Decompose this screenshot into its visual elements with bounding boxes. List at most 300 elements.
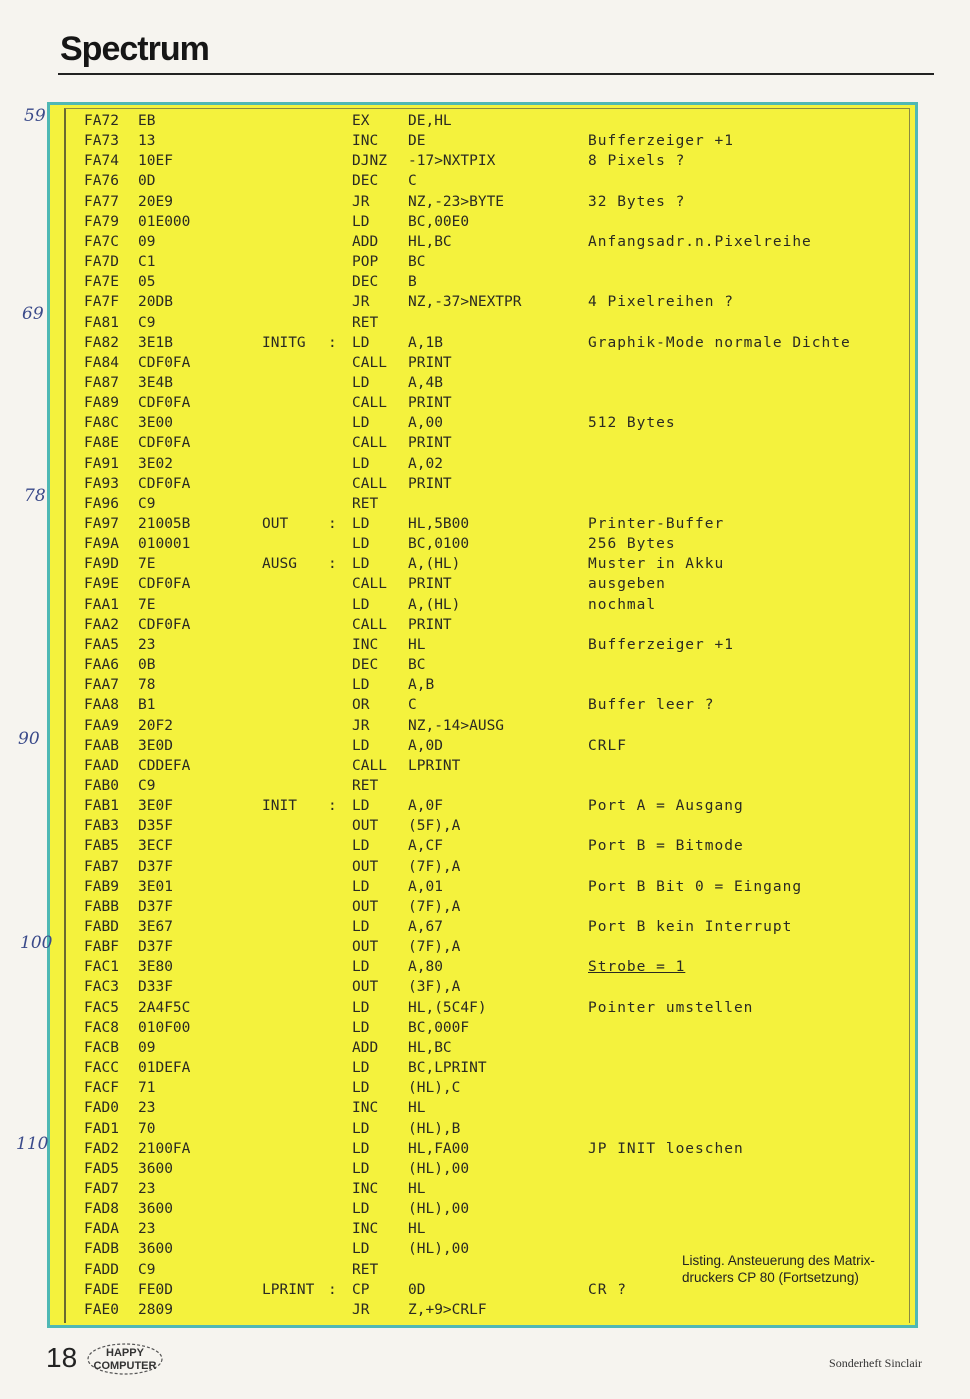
listing-opcode: INC <box>352 1180 379 1197</box>
listing-row <box>66 496 909 516</box>
listing-row <box>66 899 909 919</box>
listing-opcode: OUT <box>352 898 379 915</box>
listing-hex: 2A4F5C <box>138 999 191 1016</box>
listing-opcode: RET <box>352 777 379 794</box>
listing-row <box>66 637 909 657</box>
listing-address: FABB <box>84 898 119 915</box>
listing-row <box>66 294 909 314</box>
listing-row <box>66 173 909 193</box>
listing-opcode: LD <box>352 919 370 935</box>
listing-opcode: CALL <box>352 475 387 492</box>
listing-opcode: INC <box>352 636 379 653</box>
listing-hex: 3E67 <box>138 919 173 935</box>
listing-label: AUSG <box>262 556 297 573</box>
listing-address: FA7E <box>84 274 119 291</box>
listing-caption: Listing. Ansteuerung des Matrix-druckers CP 80 (Fortsetzung) <box>682 1253 875 1285</box>
listing-address: FADB <box>84 1241 119 1258</box>
listing-address: FACF <box>84 1080 119 1097</box>
listing-row <box>66 556 909 576</box>
listing-operand: DE <box>408 133 426 150</box>
listing-hex: 7E <box>138 596 156 613</box>
listing-address: FA91 <box>84 455 119 472</box>
listing-operand: (7F),A <box>408 898 461 915</box>
listing-address: FABF <box>84 939 119 956</box>
listing-hex: D37F <box>138 939 173 956</box>
listing-operand: HL <box>408 1221 426 1238</box>
listing-code <box>64 108 910 1323</box>
listing-row <box>66 315 909 335</box>
listing-hex: CDF0FA <box>138 616 191 633</box>
listing-row <box>66 1020 909 1040</box>
listing-comment: JP INIT loeschen <box>588 1140 744 1157</box>
label-colon: : <box>328 798 337 815</box>
listing-opcode: LD <box>352 1060 370 1077</box>
listing-row <box>66 395 909 415</box>
listing-address: FA77 <box>84 193 119 210</box>
listing-address: FAAD <box>84 757 119 774</box>
listing-hex: CDF0FA <box>138 395 191 412</box>
listing-row <box>66 738 909 758</box>
listing-operand: BC <box>408 657 426 674</box>
listing-operand: HL,FA00 <box>408 1140 470 1157</box>
listing-row <box>66 758 909 778</box>
listing-row <box>66 536 909 556</box>
listing-row <box>66 214 909 234</box>
listing-address: FAB7 <box>84 858 119 875</box>
listing-hex: B1 <box>138 697 156 714</box>
listing-hex: 7E <box>138 556 156 573</box>
listing-row <box>66 355 909 375</box>
listing-hex: C9 <box>138 1261 156 1278</box>
happy-computer-logo <box>86 1342 164 1376</box>
listing-comment: 32 Bytes ? <box>588 193 686 210</box>
listing-opcode: LD <box>352 878 370 895</box>
listing-operand: PRINT <box>408 576 452 593</box>
listing-opcode: LD <box>352 334 370 351</box>
listing-opcode: CALL <box>352 354 387 371</box>
page-number: 18 <box>46 1342 78 1373</box>
listing-operand: NZ,-14>AUSG <box>408 717 505 734</box>
margin-note: 100 <box>20 933 53 953</box>
listing-hex: 010F00 <box>138 1019 191 1036</box>
listing-address: FA7F <box>84 294 119 311</box>
listing-row <box>66 597 909 617</box>
listing-address: FAD0 <box>84 1100 119 1117</box>
listing-address: FA93 <box>84 475 119 492</box>
listing-operand: BC,00E0 <box>408 213 470 230</box>
listing-operand: PRINT <box>408 435 452 452</box>
listing-hex: CDF0FA <box>138 475 191 492</box>
listing-hex: 3E0D <box>138 737 173 754</box>
listing-opcode: LD <box>352 959 370 976</box>
listing-opcode: RET <box>352 1261 379 1278</box>
listing-row <box>66 113 909 133</box>
listing-operand: (HL),00 <box>408 1241 470 1258</box>
header-rule <box>58 73 934 75</box>
listing-address: FA96 <box>84 495 119 512</box>
listing-opcode: LD <box>352 737 370 754</box>
listing-opcode: LD <box>352 1019 370 1036</box>
listing-operand: C <box>408 697 417 714</box>
listing-hex: CDF0FA <box>138 435 191 452</box>
listing-row <box>66 254 909 274</box>
listing-row <box>66 1141 909 1161</box>
listing-opcode: OUT <box>352 858 379 875</box>
listing-row <box>66 1161 909 1181</box>
listing-row <box>66 1100 909 1120</box>
listing-address: FAB5 <box>84 838 119 855</box>
listing-address: FAA6 <box>84 657 119 674</box>
listing-address: FAE0 <box>84 1301 119 1318</box>
listing-address: FA8C <box>84 415 119 432</box>
listing-address: FA73 <box>84 133 119 150</box>
listing-operand: HL <box>408 636 426 653</box>
listing-operand: (7F),A <box>408 858 461 875</box>
listing-opcode: INC <box>352 133 379 150</box>
listing-row <box>66 919 909 939</box>
margin-note: 110 <box>16 1134 49 1154</box>
listing-hex: 0B <box>138 657 156 674</box>
listing-hex: C9 <box>138 314 156 331</box>
listing-operand: HL,BC <box>408 233 452 250</box>
listing-address: FA7D <box>84 254 119 271</box>
listing-address: FA79 <box>84 213 119 230</box>
listing-address: FAA5 <box>84 636 119 653</box>
listing-comment: 256 Bytes <box>588 536 676 553</box>
listing-operand: (HL),C <box>408 1080 461 1097</box>
listing-address: FA81 <box>84 314 119 331</box>
listing-operand: (HL),00 <box>408 1201 470 1218</box>
page-title: Spectrum <box>60 30 209 68</box>
listing-row <box>66 939 909 959</box>
listing-box <box>47 102 918 1328</box>
listing-hex: 09 <box>138 233 156 250</box>
listing-row <box>66 677 909 697</box>
listing-opcode: JR <box>352 294 370 311</box>
listing-row <box>66 718 909 738</box>
listing-opcode: JR <box>352 193 370 210</box>
svg-text:COMPUTER: COMPUTER <box>93 1360 157 1372</box>
listing-address: FA72 <box>84 113 119 129</box>
listing-comment: Port B kein Interrupt <box>588 919 793 935</box>
listing-operand: -17>NXTPIX <box>408 153 496 170</box>
listing-address: FADA <box>84 1221 119 1238</box>
listing-hex: 3E00 <box>138 415 173 432</box>
listing-row <box>66 274 909 294</box>
listing-operand: A,67 <box>408 919 443 935</box>
listing-hex: 3600 <box>138 1241 173 1258</box>
listing-operand: HL,BC <box>408 1039 452 1056</box>
listing-address: FA7C <box>84 233 119 250</box>
margin-note: 90 <box>18 729 40 749</box>
listing-operand: A,00 <box>408 415 443 432</box>
listing-operand: 0D <box>408 1281 426 1298</box>
listing-address: FA76 <box>84 173 119 190</box>
listing-label: LPRINT <box>262 1281 315 1298</box>
listing-address: FABD <box>84 919 119 935</box>
listing-operand: A,02 <box>408 455 443 472</box>
listing-address: FAD2 <box>84 1140 119 1157</box>
listing-opcode: DEC <box>352 274 379 291</box>
listing-operand: A,(HL) <box>408 596 461 613</box>
listing-address: FAC5 <box>84 999 119 1016</box>
listing-comment: Graphik-Mode normale Dichte <box>588 334 851 351</box>
listing-hex: 70 <box>138 1120 156 1137</box>
listing-address: FAB3 <box>84 818 119 835</box>
listing-address: FADD <box>84 1261 119 1278</box>
listing-opcode: LD <box>352 838 370 855</box>
listing-hex: 23 <box>138 1221 156 1238</box>
listing-address: FACB <box>84 1039 119 1056</box>
listing-comment: CRLF <box>588 737 627 754</box>
listing-address: FAD8 <box>84 1201 119 1218</box>
listing-hex: D37F <box>138 858 173 875</box>
listing-comment: Port B = Bitmode <box>588 838 744 855</box>
listing-address: FA9D <box>84 556 119 573</box>
listing-address: FA9A <box>84 536 119 553</box>
listing-opcode: OUT <box>352 939 379 956</box>
listing-address: FAAB <box>84 737 119 754</box>
listing-operand: A,0D <box>408 737 443 754</box>
listing-row <box>66 838 909 858</box>
listing-row <box>66 456 909 476</box>
listing-hex: 3E1B <box>138 334 173 351</box>
listing-row <box>66 375 909 395</box>
listing-address: FAA7 <box>84 677 119 694</box>
listing-address: FAA2 <box>84 616 119 633</box>
listing-address: FAB9 <box>84 878 119 895</box>
listing-opcode: LD <box>352 455 370 472</box>
listing-address: FAD5 <box>84 1160 119 1177</box>
listing-address: FAA9 <box>84 717 119 734</box>
label-colon: : <box>328 516 337 532</box>
listing-row <box>66 194 909 214</box>
listing-opcode: LD <box>352 999 370 1016</box>
listing-operand: B <box>408 274 417 291</box>
listing-opcode: CALL <box>352 757 387 774</box>
listing-opcode: LD <box>352 596 370 613</box>
listing-opcode: LD <box>352 1080 370 1097</box>
listing-operand: PRINT <box>408 616 452 633</box>
listing-comment: CR ? <box>588 1281 627 1298</box>
listing-row <box>66 335 909 355</box>
listing-opcode: INC <box>352 1221 379 1238</box>
listing-hex: 21005B <box>138 516 191 532</box>
listing-address: FAA8 <box>84 697 119 714</box>
listing-row <box>66 1060 909 1080</box>
listing-comment: Muster in Akku <box>588 556 725 573</box>
listing-row <box>66 697 909 717</box>
listing-opcode: RET <box>352 314 379 331</box>
listing-operand: PRINT <box>408 395 452 412</box>
listing-row <box>66 516 909 536</box>
listing-operand: NZ,-23>BYTE <box>408 193 505 210</box>
svg-text:HAPPY: HAPPY <box>106 1347 144 1359</box>
listing-opcode: DEC <box>352 657 379 674</box>
listing-address: FA9E <box>84 576 119 593</box>
listing-address: FAD7 <box>84 1180 119 1197</box>
listing-comment: Port A = Ausgang <box>588 798 744 815</box>
listing-row <box>66 1080 909 1100</box>
listing-operand: (HL),B <box>408 1120 461 1137</box>
listing-row <box>66 798 909 818</box>
listing-hex: C9 <box>138 495 156 512</box>
listing-operand: BC,0100 <box>408 536 470 553</box>
listing-operand: HL <box>408 1100 426 1117</box>
listing-opcode: JR <box>352 717 370 734</box>
listing-opcode: LD <box>352 798 370 815</box>
listing-operand: A,4B <box>408 374 443 391</box>
listing-opcode: LD <box>352 677 370 694</box>
listing-comment: 512 Bytes <box>588 415 676 432</box>
listing-hex: 3E02 <box>138 455 173 472</box>
listing-address: FA74 <box>84 153 119 170</box>
listing-operand: BC,LPRINT <box>408 1060 487 1077</box>
listing-operand: A,B <box>408 677 435 694</box>
listing-opcode: CALL <box>352 395 387 412</box>
listing-comment: Strobe = 1 <box>588 959 686 976</box>
listing-row <box>66 435 909 455</box>
listing-row <box>66 133 909 153</box>
listing-row <box>66 617 909 637</box>
listing-hex: 3E0F <box>138 798 173 815</box>
listing-operand: A,01 <box>408 878 443 895</box>
listing-opcode: JR <box>352 1301 370 1318</box>
listing-hex: 2100FA <box>138 1140 191 1157</box>
listing-row <box>66 1221 909 1241</box>
listing-row <box>66 476 909 496</box>
listing-opcode: OUT <box>352 979 379 996</box>
listing-row <box>66 657 909 677</box>
listing-comment: ausgeben <box>588 576 666 593</box>
listing-opcode: LD <box>352 536 370 553</box>
listing-row <box>66 879 909 899</box>
listing-hex: CDF0FA <box>138 354 191 371</box>
listing-address: FA82 <box>84 334 119 351</box>
listing-row <box>66 959 909 979</box>
listing-hex: EB <box>138 113 156 129</box>
listing-opcode: LD <box>352 556 370 573</box>
listing-row <box>66 1040 909 1060</box>
listing-operand: LPRINT <box>408 757 461 774</box>
listing-address: FAA1 <box>84 596 119 613</box>
listing-address: FA84 <box>84 354 119 371</box>
listing-hex: 01DEFA <box>138 1060 191 1077</box>
listing-address: FAB0 <box>84 777 119 794</box>
listing-label: OUT <box>262 516 289 532</box>
listing-hex: 23 <box>138 636 156 653</box>
listing-opcode: RET <box>352 495 379 512</box>
listing-opcode: LD <box>352 1201 370 1218</box>
listing-hex: 23 <box>138 1100 156 1117</box>
listing-address: FAC8 <box>84 1019 119 1036</box>
listing-opcode: DEC <box>352 173 379 190</box>
margin-note: 78 <box>24 486 46 506</box>
listing-address: FA87 <box>84 374 119 391</box>
listing-comment: nochmal <box>588 596 657 613</box>
listing-comment: Anfangsadr.n.Pixelreihe <box>588 233 812 250</box>
listing-comment: Printer-Buffer <box>588 516 725 532</box>
listing-hex: D33F <box>138 979 173 996</box>
listing-row <box>66 979 909 999</box>
listing-comment: 4 Pixelreihen ? <box>588 294 734 311</box>
listing-operand: HL,5B00 <box>408 516 470 532</box>
listing-hex: D37F <box>138 898 173 915</box>
listing-address: FACC <box>84 1060 119 1077</box>
listing-operand: (3F),A <box>408 979 461 996</box>
listing-comment: Bufferzeiger +1 <box>588 636 734 653</box>
listing-opcode: ADD <box>352 1039 379 1056</box>
listing-opcode: POP <box>352 254 379 271</box>
listing-hex: 20E9 <box>138 193 173 210</box>
listing-address: FA97 <box>84 516 119 532</box>
listing-operand: DE,HL <box>408 113 452 129</box>
listing-row <box>66 415 909 435</box>
listing-opcode: LD <box>352 213 370 230</box>
listing-operand: BC,000F <box>408 1019 470 1036</box>
listing-opcode: INC <box>352 1100 379 1117</box>
listing-label: INIT <box>262 798 297 815</box>
listing-operand: HL,(5C4F) <box>408 999 487 1016</box>
listing-hex: 3ECF <box>138 838 173 855</box>
listing-row <box>66 576 909 596</box>
listing-operand: Z,+9>CRLF <box>408 1301 487 1318</box>
listing-row <box>66 1302 909 1322</box>
listing-operand: PRINT <box>408 475 452 492</box>
listing-hex: CDDEFA <box>138 757 191 774</box>
listing-address: FAC3 <box>84 979 119 996</box>
listing-row <box>66 153 909 173</box>
listing-hex: FE0D <box>138 1281 173 1298</box>
listing-comment: 8 Pixels ? <box>588 153 686 170</box>
listing-opcode: CALL <box>352 616 387 633</box>
listing-operand: NZ,-37>NEXTPR <box>408 294 522 311</box>
listing-row <box>66 859 909 879</box>
listing-hex: 010001 <box>138 536 191 553</box>
listing-hex: 20DB <box>138 294 173 311</box>
listing-comment: Port B Bit 0 = Eingang <box>588 878 803 895</box>
listing-opcode: CALL <box>352 576 387 593</box>
listing-operand: (HL),00 <box>408 1160 470 1177</box>
listing-hex: 78 <box>138 677 156 694</box>
listing-comment: Bufferzeiger +1 <box>588 133 734 150</box>
listing-row <box>66 234 909 254</box>
listing-row <box>66 778 909 798</box>
listing-opcode: LD <box>352 516 370 532</box>
listing-hex: CDF0FA <box>138 576 191 593</box>
listing-row <box>66 818 909 838</box>
listing-address: FAD1 <box>84 1120 119 1137</box>
listing-hex: C1 <box>138 254 156 271</box>
listing-row <box>66 1201 909 1221</box>
listing-opcode: LD <box>352 1241 370 1258</box>
listing-operand: A,(HL) <box>408 556 461 573</box>
listing-hex: 09 <box>138 1039 156 1056</box>
listing-comment: Pointer umstellen <box>588 999 754 1016</box>
label-colon: : <box>328 556 337 573</box>
listing-hex: 3E80 <box>138 959 173 976</box>
listing-operand: (5F),A <box>408 818 461 835</box>
listing-opcode: EX <box>352 113 370 129</box>
listing-opcode: LD <box>352 1140 370 1157</box>
listing-hex: C9 <box>138 777 156 794</box>
listing-operand: HL <box>408 1180 426 1197</box>
listing-opcode: CALL <box>352 435 387 452</box>
listing-operand: A,80 <box>408 959 443 976</box>
listing-opcode: LD <box>352 374 370 391</box>
listing-opcode: CP <box>352 1281 370 1298</box>
listing-hex: 20F2 <box>138 717 173 734</box>
